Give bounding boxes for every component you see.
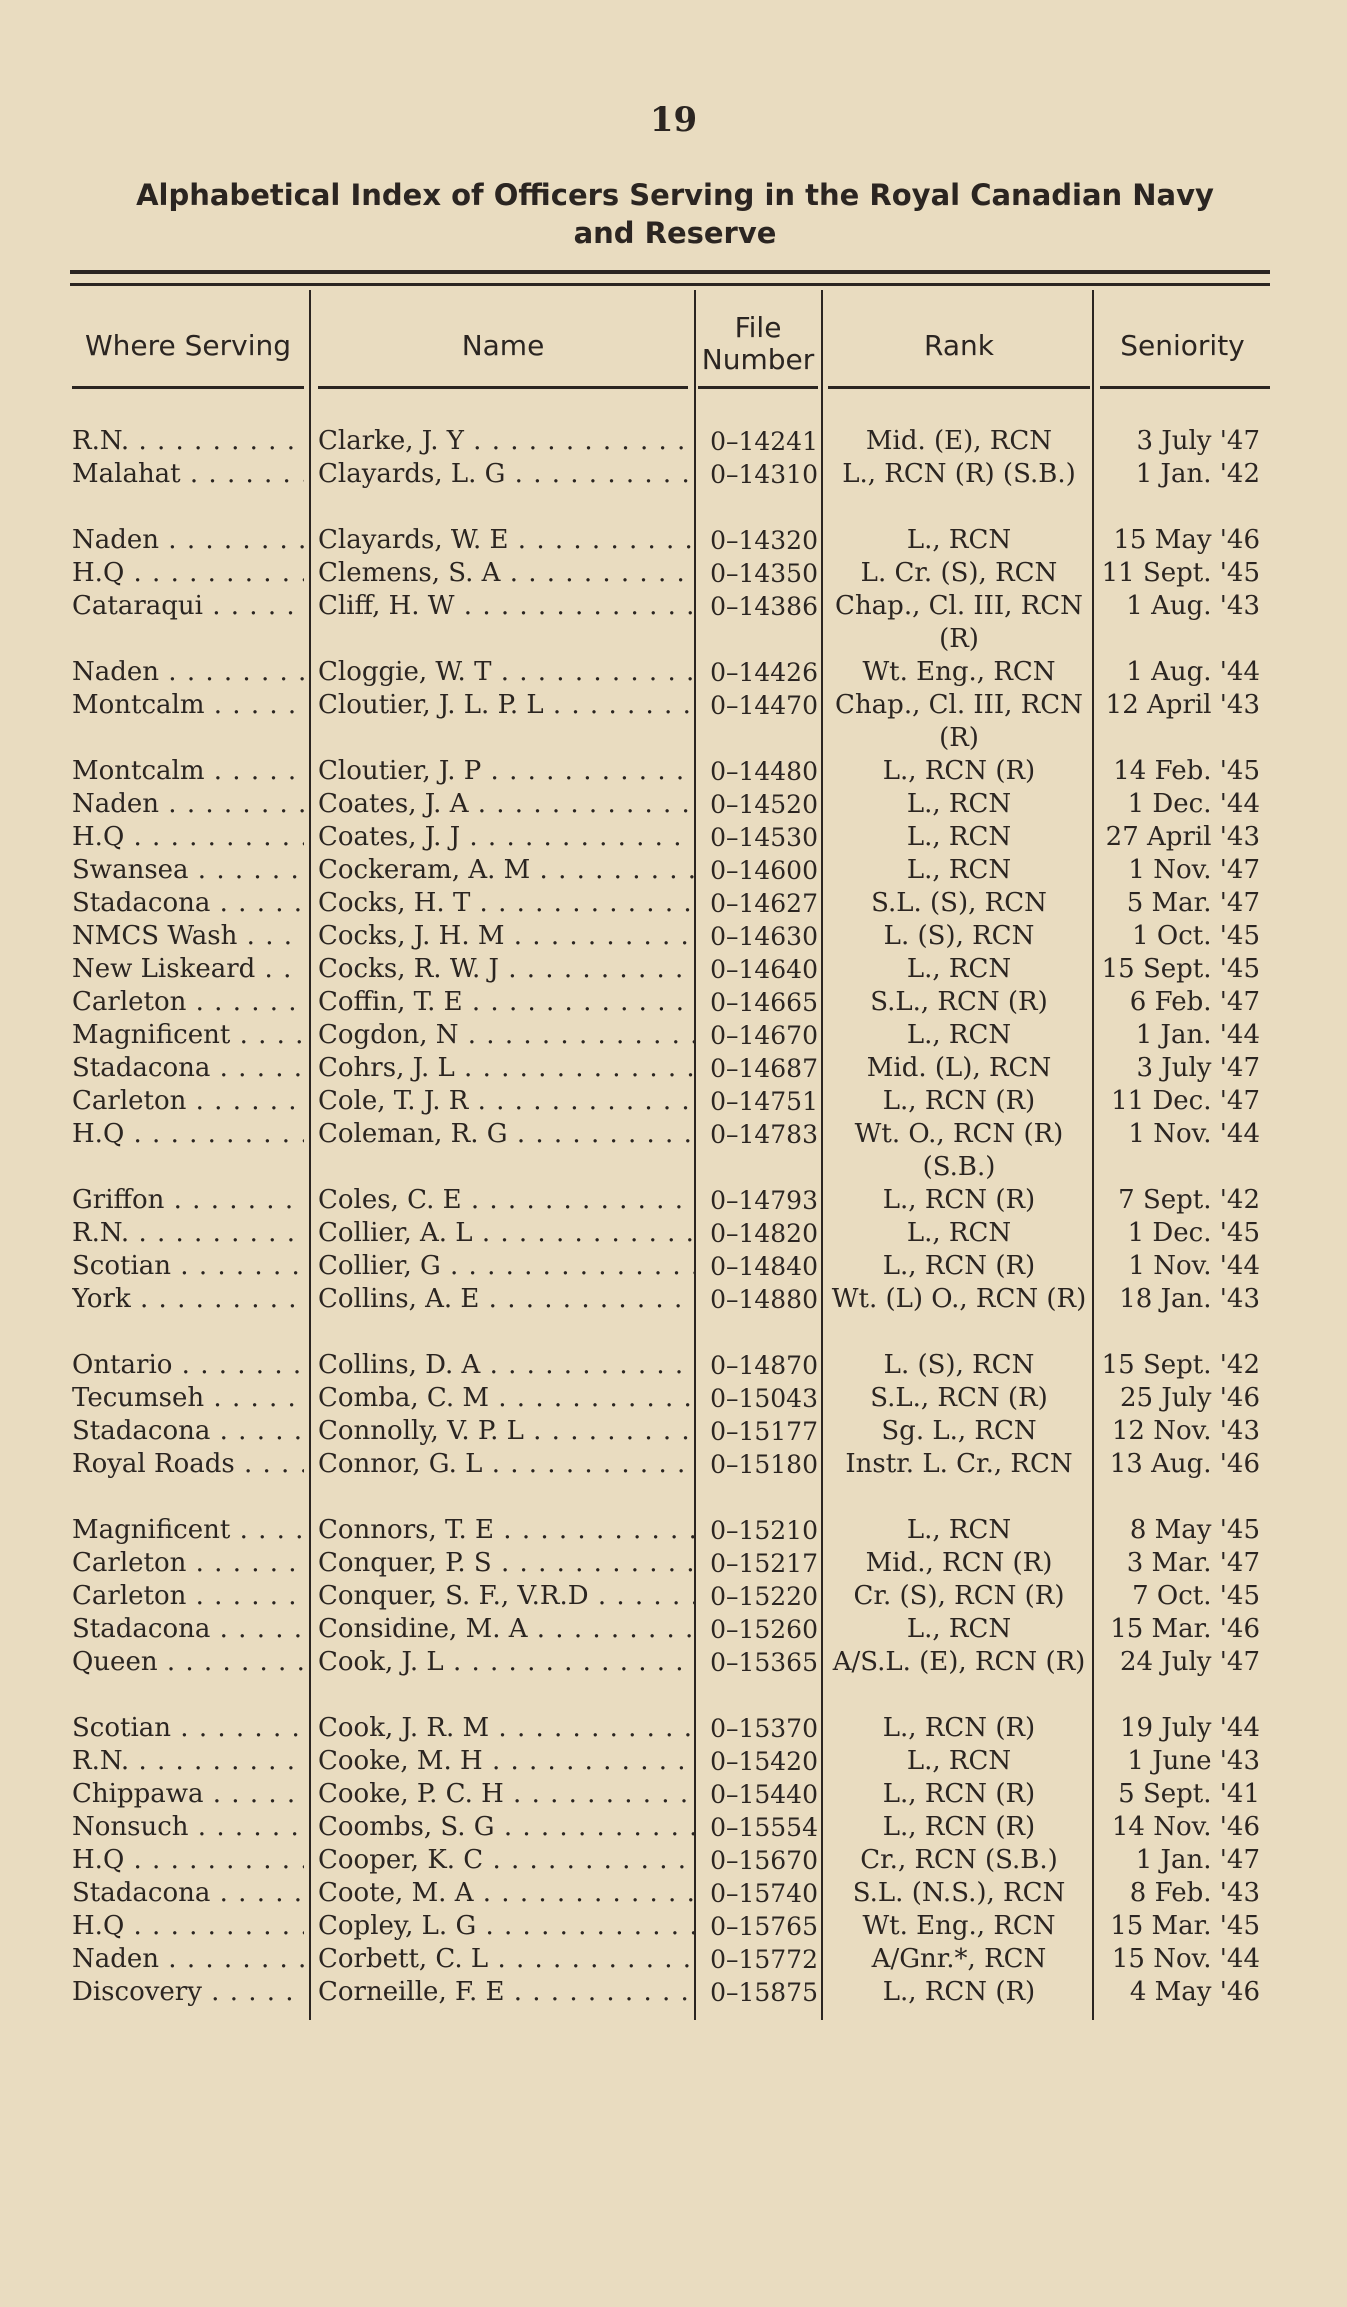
file-number-cell: 0–14310 [710,460,818,489]
name-cell: Cloggie, W. T . . . [318,656,694,689]
where-serving-cell: Stadacona . . . [72,1613,304,1646]
header-seniority: Seniority [1120,329,1245,362]
where-serving-cell: Royal Roads . . . [72,1448,304,1481]
file-number-cell: 0–15217 [710,1549,818,1578]
name-cell: Cogdon, N . . . [318,1019,694,1052]
table-row [0,458,1347,524]
table-row [0,1085,1347,1118]
file-number-cell: 0–14241 [710,427,818,456]
file-number-cell: 0–14630 [710,922,818,951]
file-number-cell: 0–15420 [710,1747,818,1776]
file-number-cell: 0–15177 [710,1417,818,1446]
table-row [0,1811,1347,1844]
where-serving-cell: Magnificent . . . [72,1019,304,1052]
file-number-cell: 0–14880 [710,1285,818,1314]
seniority-cell: 1 Dec. '44 [1127,789,1260,819]
seniority-cell: 25 July '46 [1119,1383,1260,1413]
seniority-cell: 1 Nov. '44 [1128,1251,1260,1281]
seniority-cell: 15 Mar. '45 [1110,1911,1260,1941]
header-file-line-1: File [734,311,782,344]
table-row [0,1448,1347,1514]
rank-cell: Wt. Eng., RCN [862,1911,1056,1941]
file-number-cell: 0–14386 [710,592,818,621]
table-row [0,1745,1347,1778]
where-serving-cell: R.N. . . . [72,1745,304,1778]
where-serving-cell: Cataraqui . . . [72,590,304,623]
file-number-cell: 0–14687 [710,1054,818,1083]
name-cell: Corneille, F. E . . . [318,1976,694,2009]
table-row [0,1547,1347,1580]
rank-cell: L., RCN (R) [882,1185,1036,1215]
table-row [0,590,1347,656]
name-cell: Cockeram, A. M . . . [318,854,694,887]
where-serving-cell: Carleton . . . [72,1580,304,1613]
table-row [0,755,1347,788]
seniority-cell: 4 May '46 [1129,1977,1260,2007]
file-number-cell: 0–15370 [710,1714,818,1743]
table-row [0,1877,1347,1910]
seniority-cell: 5 Sept. '41 [1118,1779,1260,1809]
table-row [0,1382,1347,1415]
double-rule-bottom [70,283,1270,286]
seniority-cell: 1 Oct. '45 [1132,921,1260,951]
name-cell: Cloutier, J. P . . . [318,755,694,788]
name-cell: Coffin, T. E . . . [318,986,694,1019]
file-number-cell: 0–14320 [710,526,818,555]
file-number-cell: 0–14480 [710,757,818,786]
seniority-cell: 12 April '43 [1105,690,1260,720]
header-name: Name [461,329,545,362]
rank-cell: S.L. (N.S.), RCN [852,1878,1066,1908]
seniority-cell: 3 July '47 [1136,426,1260,456]
where-serving-cell: H.Q . . . [72,557,304,590]
rank-cell: Chap., Cl. III, RCN (R) [835,591,1083,654]
rank-cell: L., RCN (R) [882,1713,1036,1743]
file-number-cell: 0–14520 [710,790,818,819]
name-cell: Comba, C. M . . . [318,1382,694,1415]
name-cell: Considine, M. A . . . [318,1613,694,1646]
seniority-cell: 7 Oct. '45 [1132,1581,1260,1611]
rank-cell: A/S.L. (E), RCN (R) [832,1647,1086,1677]
table-row [0,1844,1347,1877]
name-cell: Conquer, P. S . . . [318,1547,694,1580]
name-cell: Collier, A. L . . . [318,1217,694,1250]
rank-cell: A/Gnr.*, RCN [871,1944,1047,1974]
file-number-cell: 0–15772 [710,1945,818,1974]
seniority-cell: 27 April '43 [1105,822,1260,852]
seniority-cell: 15 Mar. '46 [1110,1614,1260,1644]
where-serving-cell: York . . . [72,1283,304,1316]
file-number-cell: 0–14640 [710,955,818,984]
table-row [0,1712,1347,1745]
seniority-cell: 11 Sept. '45 [1101,558,1260,588]
rank-cell: S.L., RCN (R) [870,987,1048,1017]
seniority-cell: 1 Dec. '45 [1127,1218,1260,1248]
file-number-cell: 0–14840 [710,1252,818,1281]
rank-cell: Cr., RCN (S.B.) [860,1845,1058,1875]
where-serving-cell: Carleton . . . [72,1547,304,1580]
file-number-cell: 0–14670 [710,1021,818,1050]
seniority-cell: 14 Nov. '46 [1111,1812,1260,1842]
title-line-1: Alphabetical Index of Officers Serving in the Royal Canadian Navy [136,178,1214,212]
table-row [0,425,1347,458]
seniority-cell: 6 Feb. '47 [1129,987,1260,1017]
table-row [0,1580,1347,1613]
name-cell: Cooke, M. H . . . [318,1745,694,1778]
where-serving-cell: R.N. . . . [72,1217,304,1250]
name-cell: Cole, T. J. R . . . [318,1085,694,1118]
seniority-cell: 19 July '44 [1119,1713,1260,1743]
rank-cell: Instr. L. Cr., RCN [845,1449,1073,1479]
where-serving-cell: Naden . . . [72,1943,304,1976]
name-cell: Cooke, P. C. H . . . [318,1778,694,1811]
rank-cell: L., RCN [906,1218,1012,1248]
table-row [0,788,1347,821]
name-cell: Cloutier, J. L. P. L . . . [318,689,694,722]
name-cell: Collins, D. A . . . [318,1349,694,1382]
rank-cell: Wt. (L) O., RCN (R) [831,1284,1087,1314]
file-number-cell: 0–15180 [710,1450,818,1479]
header-underline [828,386,1090,389]
table-row [0,557,1347,590]
rank-cell: L., RCN (R) [882,1977,1036,2007]
header-file-line-2: Number [701,343,815,376]
rank-cell: L., RCN [906,789,1012,819]
name-cell: Coleman, R. G . . . [318,1118,694,1151]
seniority-cell: 1 Aug. '44 [1126,657,1260,687]
table-row [0,656,1347,689]
seniority-cell: 11 Dec. '47 [1111,1086,1260,1116]
table-row [0,920,1347,953]
name-cell: Cocks, H. T . . . [318,887,694,920]
seniority-cell: 15 Nov. '44 [1111,1944,1260,1974]
where-serving-cell: Naden . . . [72,524,304,557]
where-serving-cell: H.Q . . . [72,1910,304,1943]
rank-cell: Sg. L., RCN [881,1416,1037,1446]
seniority-cell: 1 June '43 [1127,1746,1260,1776]
table-row [0,1118,1347,1184]
table-row [0,1943,1347,1976]
where-serving-cell: H.Q . . . [72,821,304,854]
name-cell: Cohrs, J. L . . . [318,1052,694,1085]
where-serving-cell: Carleton . . . [72,986,304,1019]
where-serving-cell: Ontario . . . [72,1349,304,1382]
file-number-cell: 0–15554 [710,1813,818,1842]
where-serving-cell: Scotian . . . [72,1250,304,1283]
seniority-cell: 13 Aug. '46 [1109,1449,1260,1479]
table-row [0,524,1347,557]
rank-cell: L., RCN [906,855,1012,885]
seniority-cell: 1 Nov. '44 [1128,1119,1260,1149]
where-serving-cell: Montcalm . . . [72,689,304,722]
name-cell: Connolly, V. P. L . . . [318,1415,694,1448]
rank-cell: Cr. (S), RCN (R) [853,1581,1065,1611]
file-number-cell: 0–15440 [710,1780,818,1809]
name-cell: Collier, G . . . [318,1250,694,1283]
rank-cell: Mid. (E), RCN [865,426,1053,456]
rank-cell: L., RCN (R) [882,1779,1036,1809]
file-number-cell: 0–14665 [710,988,818,1017]
rank-cell: L., RCN [906,822,1012,852]
rank-cell: Wt. Eng., RCN [862,657,1056,687]
rank-cell: L., RCN [906,954,1012,984]
name-cell: Cook, J. L . . . [318,1646,694,1679]
rank-cell: L., RCN [906,525,1012,555]
header-file-number [698,312,818,376]
rank-cell: Wt. O., RCN (R) (S.B.) [854,1119,1064,1182]
table-row [0,1052,1347,1085]
file-number-cell: 0–14627 [710,889,818,918]
seniority-cell: 8 May '45 [1129,1515,1260,1545]
table-row [0,953,1347,986]
rank-cell: S.L., RCN (R) [870,1383,1048,1413]
table-row [0,1778,1347,1811]
table-row [0,1250,1347,1283]
seniority-cell: 15 Sept. '45 [1101,954,1260,984]
where-serving-cell: R.N. . . . [72,425,304,458]
name-cell: Corbett, C. L . . . [318,1943,694,1976]
seniority-cell: 15 Sept. '42 [1101,1350,1260,1380]
file-number-cell: 0–15220 [710,1582,818,1611]
file-number-cell: 0–14783 [710,1120,818,1149]
where-serving-cell: Nonsuch . . . [72,1811,304,1844]
seniority-cell: 1 Jan. '42 [1135,459,1260,489]
table-row [0,689,1347,755]
where-serving-cell: Stadacona . . . [72,887,304,920]
rank-cell: L. (S), RCN [883,921,1035,951]
file-number-cell: 0–15740 [710,1879,818,1908]
name-cell: Clemens, S. A . . . [318,557,694,590]
seniority-cell: 18 Jan. '43 [1119,1284,1260,1314]
where-serving-cell: New Liskeard . . . [72,953,304,986]
rank-cell: Mid. (L), RCN [866,1053,1052,1083]
name-cell: Coates, J. J . . . [318,821,694,854]
seniority-cell: 3 Mar. '47 [1126,1548,1260,1578]
officer-table [0,425,1347,2009]
where-serving-cell: Montcalm . . . [72,755,304,788]
rank-cell: L., RCN (R) [882,1812,1036,1842]
seniority-cell: 14 Feb. '45 [1113,756,1260,786]
table-row [0,1184,1347,1217]
rank-cell: L., RCN [906,1515,1012,1545]
name-cell: Clarke, J. Y . . . [318,425,694,458]
where-serving-cell: Stadacona . . . [72,1415,304,1448]
rank-cell: L., RCN (R) [882,756,1036,786]
seniority-cell: 7 Sept. '42 [1118,1185,1260,1215]
rank-cell: L. (S), RCN [883,1350,1035,1380]
seniority-cell: 8 Feb. '43 [1129,1878,1260,1908]
name-cell: Cook, J. R. M . . . [318,1712,694,1745]
name-cell: Connors, T. E . . . [318,1514,694,1547]
name-cell: Conquer, S. F., V.R.D . . . [318,1580,694,1613]
file-number-cell: 0–14793 [710,1186,818,1215]
name-cell: Clayards, L. G . . . [318,458,694,491]
table-row [0,1019,1347,1052]
where-serving-cell: Carleton . . . [72,1085,304,1118]
where-serving-cell: Scotian . . . [72,1712,304,1745]
rank-cell: L., RCN (R) (S.B.) [842,459,1076,489]
table-row [0,1349,1347,1382]
where-serving-cell: Malahat . . . [72,458,304,491]
where-serving-cell: H.Q . . . [72,1118,304,1151]
table-row [0,821,1347,854]
name-cell: Cocks, R. W. J . . . [318,953,694,986]
seniority-cell: 12 Nov. '43 [1111,1416,1260,1446]
page-title [100,176,1250,252]
table-row [0,854,1347,887]
where-serving-cell: Magnificent . . . [72,1514,304,1547]
where-serving-cell: Tecumseh . . . [72,1382,304,1415]
where-serving-cell: Stadacona . . . [72,1052,304,1085]
rank-cell: S.L. (S), RCN [871,888,1047,918]
table-row [0,1217,1347,1250]
table-row [0,1415,1347,1448]
file-number-cell: 0–14751 [710,1087,818,1116]
page-number: 19 [649,100,698,140]
file-number-cell: 0–15765 [710,1912,818,1941]
table-row [0,986,1347,1019]
seniority-cell: 5 Mar. '47 [1126,888,1260,918]
table-row [0,1514,1347,1547]
title-line-2: and Reserve [573,216,777,250]
file-number-cell: 0–15875 [710,1978,818,2007]
seniority-cell: 1 Aug. '43 [1126,591,1260,621]
file-number-cell: 0–15260 [710,1615,818,1644]
name-cell: Connor, G. L . . . [318,1448,694,1481]
header-underline [1100,386,1270,389]
file-number-cell: 0–15365 [710,1648,818,1677]
name-cell: Cocks, J. H. M . . . [318,920,694,953]
where-serving-cell: Naden . . . [72,656,304,689]
rank-cell: Chap., Cl. III, RCN (R) [835,690,1083,753]
file-number-cell: 0–14820 [710,1219,818,1248]
name-cell: Copley, L. G . . . [318,1910,694,1943]
name-cell: Cooper, K. C . . . [318,1844,694,1877]
file-number-cell: 0–14870 [710,1351,818,1380]
file-number-cell: 0–15043 [710,1384,818,1413]
table-row [0,1646,1347,1712]
rank-cell: L., RCN [906,1746,1012,1776]
rank-cell: L., RCN (R) [882,1086,1036,1116]
where-serving-cell: NMCS Wash . . . [72,920,304,953]
header-underline [72,386,304,389]
rank-cell: L., RCN [906,1020,1012,1050]
seniority-cell: 1 Nov. '47 [1128,855,1260,885]
name-cell: Coote, M. A . . . [318,1877,694,1910]
seniority-cell: 24 July '47 [1119,1647,1260,1677]
seniority-cell: 15 May '46 [1113,525,1260,555]
rank-cell: L. Cr. (S), RCN [860,558,1058,588]
where-serving-cell: Naden . . . [72,788,304,821]
where-serving-cell: Queen . . . [72,1646,304,1679]
where-serving-cell: Discovery . . . [72,1976,304,2009]
where-serving-cell: Chippawa . . . [72,1778,304,1811]
header-underline [318,386,688,389]
table-row [0,887,1347,920]
rank-cell: Mid., RCN (R) [865,1548,1053,1578]
header-underline [698,386,818,389]
name-cell: Clayards, W. E . . . [318,524,694,557]
name-cell: Coombs, S. G . . . [318,1811,694,1844]
file-number-cell: 0–15210 [710,1516,818,1545]
seniority-cell: 3 July '47 [1136,1053,1260,1083]
table-row [0,1613,1347,1646]
seniority-cell: 1 Jan. '44 [1135,1020,1260,1050]
header-rank: Rank [924,329,994,362]
where-serving-cell: Stadacona . . . [72,1877,304,1910]
name-cell: Coates, J. A . . . [318,788,694,821]
double-rule-top [70,270,1270,274]
table-row [0,1910,1347,1943]
table-row [0,1283,1347,1349]
file-number-cell: 0–14470 [710,691,818,720]
seniority-cell: 1 Jan. '47 [1135,1845,1260,1875]
file-number-cell: 0–14600 [710,856,818,885]
where-serving-cell: Griffon . . . [72,1184,304,1217]
name-cell: Collins, A. E . . . [318,1283,694,1316]
table-row [0,1976,1347,2009]
name-cell: Coles, C. E . . . [318,1184,694,1217]
file-number-cell: 0–14350 [710,559,818,588]
file-number-cell: 0–14530 [710,823,818,852]
file-number-cell: 0–14426 [710,658,818,687]
file-number-cell: 0–15670 [710,1846,818,1875]
where-serving-cell: Swansea . . . [72,854,304,887]
where-serving-cell: H.Q . . . [72,1844,304,1877]
name-cell: Cliff, H. W . . . [318,590,694,623]
header-where-serving: Where Serving [84,329,292,362]
rank-cell: L., RCN [906,1614,1012,1644]
rank-cell: L., RCN (R) [882,1251,1036,1281]
